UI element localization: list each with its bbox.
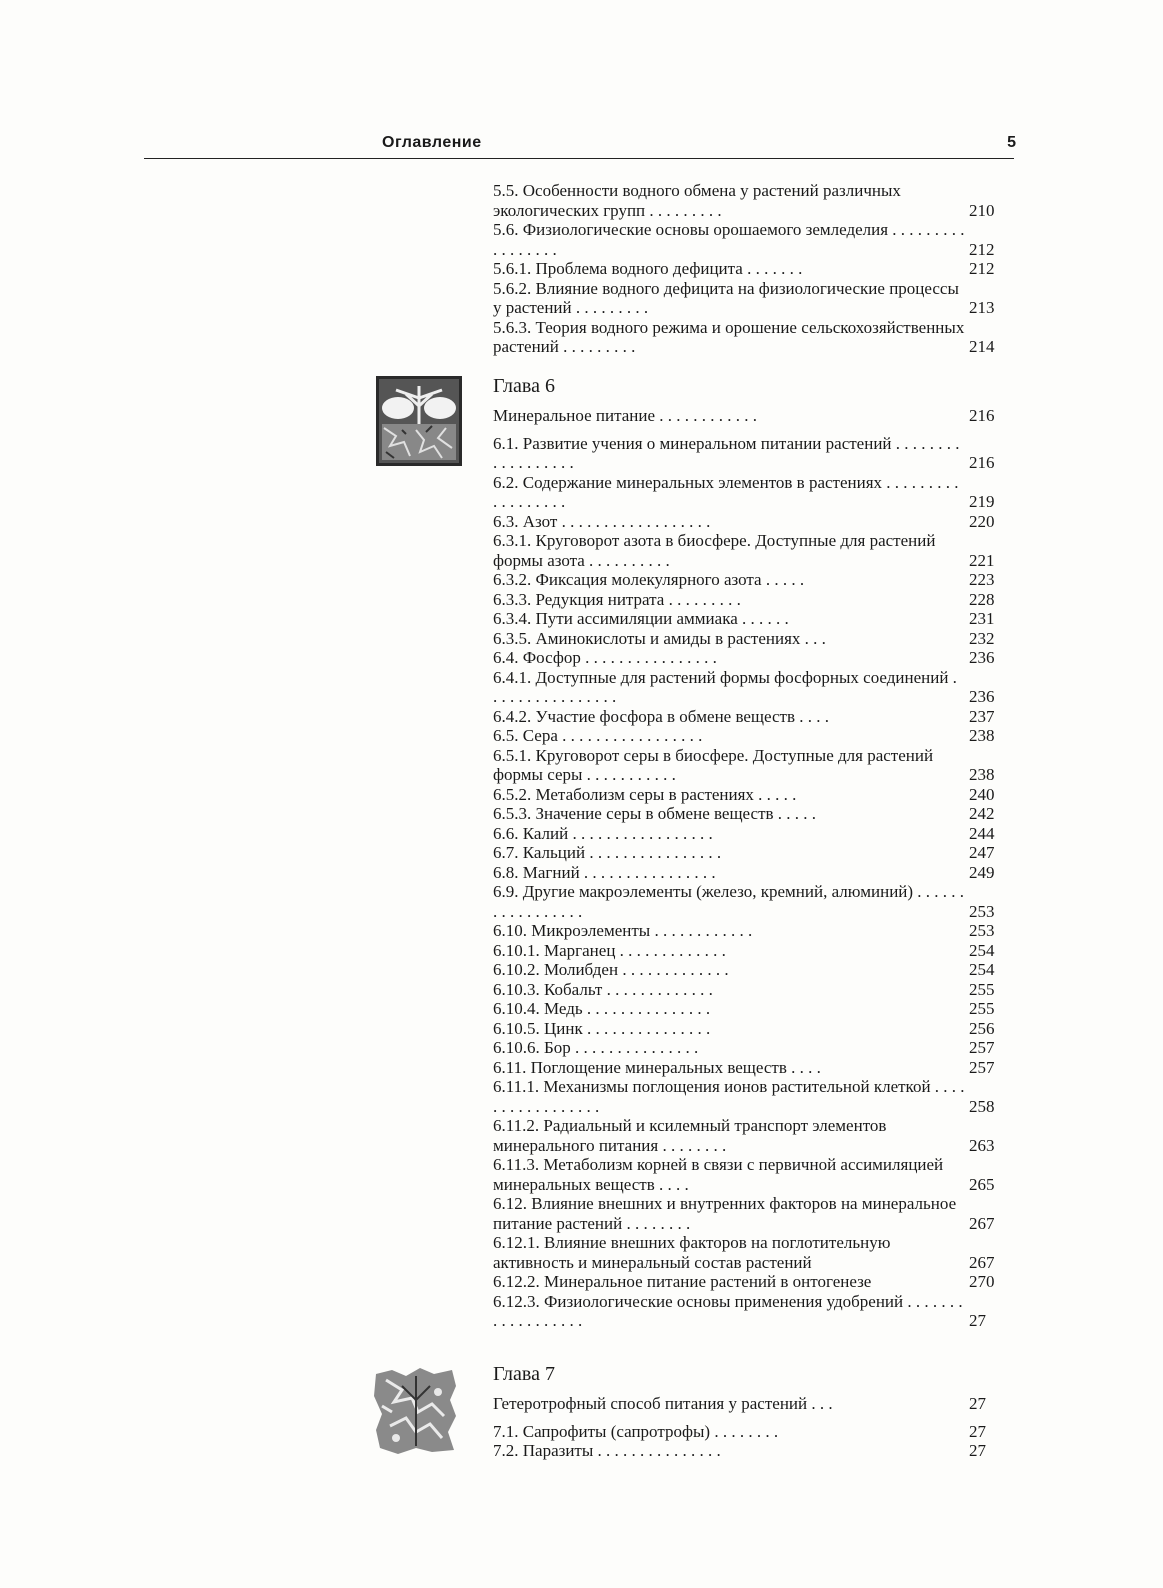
toc-page-ref: 247 [969,843,995,862]
toc-page-ref: 253 [969,921,995,940]
toc-entry[interactable]: 6.3.3. Редукция нитрата . . . . . . . . . 228 [493,590,1013,610]
toc-entry[interactable]: 6.3.5. Аминокислоты и амиды в растениях . . . 232 [493,629,1013,649]
toc-entry[interactable]: 6.4. Фосфор . . . . . . . . . . . . . . . . 236 [493,648,1013,668]
toc-entry[interactable]: 6.9. Другие макроэлементы (железо, кремний, алюминий) . . . . . . . . . . . . . . . . . 253 [493,882,1013,921]
toc-page-ref: 263 [969,1135,995,1155]
toc-entry[interactable]: 6.12.1. Влияние внешних факторов на поглотительную активность и минеральный состав растений 267 [493,1233,1013,1272]
toc-page-ref: 249 [969,862,995,882]
toc-entry[interactable]: 6.12.2. Минеральное питание растений в онтогенезе 270 [493,1272,1013,1292]
toc-page-ref: 27 [969,1421,986,1441]
toc-entry[interactable]: 7.2. Паразиты . . . . . . . . . . . . . . . 27 [493,1441,1013,1461]
toc-entry[interactable]: 5.5. Особенности водного обмена у растений различных экологических групп . . . . . . . . . 210 [493,181,1013,220]
chapter-vignette-plant-icon [372,1366,460,1456]
chapter-label: Глава 7 [493,1363,555,1385]
toc-page-ref: 27 [969,1394,986,1413]
toc-entry[interactable]: 6.11.3. Метаболизм корней в связи с первичной ассимиляцией минеральных веществ . . . . 265 [493,1155,1013,1194]
toc-page-ref: 240 [969,784,995,804]
toc-page-ref: 256 [969,1018,995,1038]
toc-entry[interactable]: 5.6.3. Теория водного режима и орошение сельскохозяйственных растений . . . . . . . . . 214 [493,318,1013,357]
toc-page-ref: 270 [969,1272,995,1291]
chapter-title-entry[interactable]: Гетеротрофный способ питания у растений . . . 27 [493,1394,1013,1414]
toc-entry[interactable]: 6.10.5. Цинк . . . . . . . . . . . . . . . 256 [493,1019,1013,1039]
toc-entry[interactable]: 6.10.1. Марганец . . . . . . . . . . . . . 254 [493,941,1013,961]
toc-entry[interactable]: 6.3.4. Пути ассимиляции аммиака . . . . . . 231 [493,609,1013,629]
toc-entry[interactable]: 6.8. Магний . . . . . . . . . . . . . . . . 249 [493,863,1013,883]
toc-page-ref: 221 [969,550,995,570]
toc-entry[interactable]: 6.11.2. Радиальный и ксилемный транспорт элементов минерального питания . . . . . . . . 263 [493,1116,1013,1155]
toc-entry[interactable]: 6.3.2. Фиксация молекулярного азота . . . . . 223 [493,570,1013,590]
toc-entry[interactable]: 6.5.3. Значение серы в обмене веществ . . . . . 242 [493,804,1013,824]
toc-page-ref: 238 [969,765,995,784]
toc-entry[interactable]: 6.3. Азот . . . . . . . . . . . . . . . . . . 220 [493,512,1013,532]
toc-page-ref: 232 [969,628,995,648]
toc-entry[interactable]: 6.3.1. Круговорот азота в биосфере. Доступные для растений формы азота . . . . . . . . . . 221 [493,531,1013,570]
toc-entry[interactable]: 6.12. Влияние внешних и внутренних факторов на минеральное питание растений . . . . . . . . 267 [493,1194,1013,1233]
toc-page-ref: 216 [969,453,995,472]
toc-page-ref: 228 [969,589,995,609]
toc-entry[interactable]: 7.1. Сапрофиты (сапротрофы) . . . . . . . . 27 [493,1422,1013,1442]
toc-entry[interactable]: 6.2. Содержание минеральных элементов в растениях . . . . . . . . . . . . . . . . . . 219 [493,473,1013,512]
toc-entry[interactable]: 5.6.2. Влияние водного дефицита на физиологические процессы у растений . . . . . . . . . 213 [493,279,1013,318]
toc-page-ref: 213 [969,298,995,317]
toc-entry[interactable]: 6.10. Микроэлементы . . . . . . . . . . . . 253 [493,921,1013,941]
toc-page-ref: 254 [969,940,995,960]
toc-page-ref: 267 [969,1252,995,1272]
toc-page-ref: 212 [969,239,995,259]
toc-page-ref: 255 [969,979,995,999]
toc-entry[interactable]: 6.10.2. Молибден . . . . . . . . . . . . . 254 [493,960,1013,980]
toc-page-ref: 231 [969,609,995,628]
toc-page-ref: 27 [969,1311,986,1330]
toc-page-ref: 223 [969,570,995,589]
toc-page-ref: 244 [969,823,995,843]
toc-page-ref: 220 [969,511,995,531]
toc-entry[interactable]: 6.11. Поглощение минеральных веществ . . . . 257 [493,1058,1013,1078]
toc-page-ref: 253 [969,901,995,921]
toc-page-ref: 212 [969,259,995,278]
toc-page-ref: 237 [969,706,995,726]
toc-page-ref: 265 [969,1174,995,1194]
toc-entry[interactable]: 6.5.1. Круговорот серы в биосфере. Доступные для растений формы серы . . . . . . . . . . . 238 [493,746,1013,785]
toc-page-ref: 257 [969,1057,995,1077]
toc-page-ref: 242 [969,804,995,823]
toc-page-ref: 236 [969,687,995,706]
toc-page-ref: 219 [969,492,995,511]
toc-page-ref: 214 [969,337,995,356]
page-number: 5 [1007,134,1016,151]
toc-page-ref: 27 [969,1441,986,1460]
running-header-title: Оглавление [382,134,482,151]
toc-entry[interactable]: 6.4.1. Доступные для растений формы фосфорных соединений . . . . . . . . . . . . . . . . 236 [493,668,1013,707]
toc-page-ref: 267 [969,1213,995,1233]
toc-page-ref: 254 [969,960,995,979]
toc-entry[interactable]: 6.11.1. Механизмы поглощения ионов растительной клеткой . . . . . . . . . . . . . . . . . 258 [493,1077,1013,1116]
toc-page-ref: 236 [969,648,995,667]
toc-block-chapter5-continued [493,181,1013,357]
toc-entry[interactable]: 6.10.6. Бор . . . . . . . . . . . . . . . 257 [493,1038,1013,1058]
toc-page-ref: 258 [969,1096,995,1116]
toc-entry[interactable]: 6.6. Калий . . . . . . . . . . . . . . . . . 244 [493,824,1013,844]
toc-entry[interactable]: 6.12.3. Физиологические основы применения удобрений . . . . . . . . . . . . . . . . . . 27 [493,1292,1013,1331]
chapter-vignette-tree-icon [376,376,462,466]
toc-entry[interactable]: 5.6. Физиологические основы орошаемого земледелия . . . . . . . . . . . . . . . . . 212 [493,220,1013,259]
toc-entry[interactable]: 6.5.2. Метаболизм серы в растениях . . . . . 240 [493,785,1013,805]
toc-page-ref: 210 [969,200,995,220]
toc-entry[interactable]: 6.5. Сера . . . . . . . . . . . . . . . . . 238 [493,726,1013,746]
toc-page-ref: 238 [969,726,995,745]
running-header [144,130,1014,159]
toc-page-ref: 216 [969,406,995,425]
toc-block-chapter7 [493,1362,1013,1461]
toc-page-ref: 255 [969,999,995,1018]
toc-entry[interactable]: 6.10.3. Кобальт . . . . . . . . . . . . . 255 [493,980,1013,1000]
toc-entry[interactable]: 6.10.4. Медь . . . . . . . . . . . . . . . 255 [493,999,1013,1019]
toc-page-ref: 257 [969,1038,995,1057]
chapter-title-entry[interactable]: Минеральное питание . . . . . . . . . . . . 216 [493,406,1013,426]
toc-entry[interactable]: 5.6.1. Проблема водного дефицита . . . . . . . 212 [493,259,1013,279]
toc-block-chapter6 [493,374,1013,1331]
toc-entry[interactable]: 6.7. Кальций . . . . . . . . . . . . . . . . 247 [493,843,1013,863]
toc-entry[interactable]: 6.1. Развитие учения о минеральном питании растений . . . . . . . . . . . . . . . . . . 216 [493,434,1013,473]
toc-entry[interactable]: 6.4.2. Участие фосфора в обмене веществ . . . . 237 [493,707,1013,727]
chapter-label: Глава 6 [493,375,555,397]
